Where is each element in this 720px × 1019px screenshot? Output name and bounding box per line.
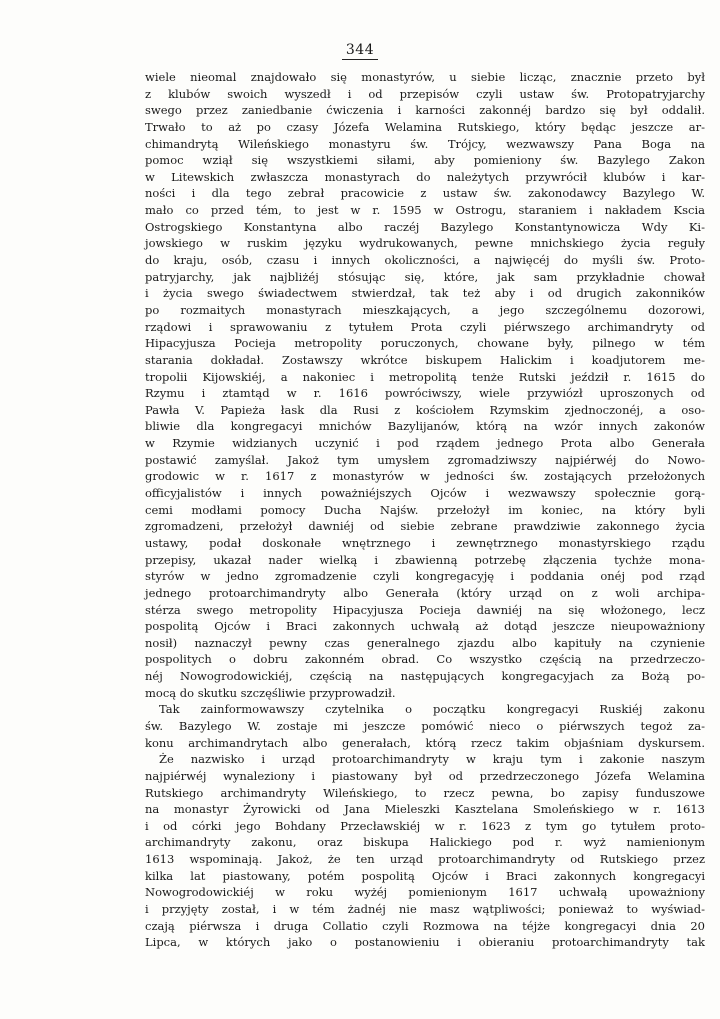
text-line: Trwało to aż po czasy Józefa Welamina Rutskiego, który będąc jeszcze ar- <box>145 119 705 134</box>
text-line: néj Nowogrodowickiéj, częścią na następujących kongregacyjach za Bożą po- <box>145 669 705 684</box>
text-line: do kraju, osób, czasu i innych okoliczności, a najwięcéj do myśli św. Proto- <box>145 253 705 268</box>
text-line: św. Bazylego W. zostaje mi jeszcze pomówić nieco o piérwszych tegoż za- <box>145 718 705 733</box>
text-line: mocą do skutku szczęśliwie przyprowadził. <box>145 685 396 700</box>
text-line: archimandryty zakonu, oraz biskupa Halickiego pod r. wyż namienionym <box>145 835 705 850</box>
text-line: styrów w jedno zgromadzenie czyli kongregacyję i poddania onéj pod rząd <box>145 569 705 584</box>
text-line: Ostrogskiego Konstantyna albo raczéj Bazylego Konstantynowicza Wdy Ki- <box>145 219 705 234</box>
text-line: i przyjęty został, i w tém żadnéj nie masz wątpliwości; ponieważ to wyświad- <box>145 902 705 917</box>
text-line: z klubów swoich wyszedł i od przepisów czyli ustaw św. Protopatryjarchy <box>145 86 705 101</box>
text-line: pospolitych o dobru zakonném obrad. Co wszystko częścią na przedrzeczo- <box>145 652 705 667</box>
text-line: przepisy, ukazał nader wielką i zbawienną potrzebę złączenia tychże mona- <box>145 552 705 567</box>
text-line: w Litewskich zwłaszcza monastyrach do należytych przywrócił klubów i kar- <box>145 169 705 184</box>
text-line: swego przez zaniedbanie ćwiczenia i karności zakonnéj bardzo się był oddalił. <box>145 103 705 118</box>
text-line: ności i dla tego zebrał pracowicie z ustaw św. zakonodawcy Bazylego W. <box>145 186 705 201</box>
text-line: patryjarchy, jak najbliżéj stósując się, które, jak sam przykładnie chował <box>145 269 705 284</box>
text-line: postawić zamyślał. Jakoż tym umysłem zgromadziwszy najpiérwéj do Nowo- <box>145 452 705 467</box>
text-line: pomoc wziął się wszystkiemi siłami, aby pomieniony św. Bazylego Zakon <box>145 153 705 168</box>
text-line: pospolitą Ojców i Braci zakonnych uchwałą aż dotąd jeszcze nieupoważniony <box>145 619 705 634</box>
text-line: stérza swego metropolity Hipacyjusza Pocieja dawniéj na się włożonego, lecz <box>145 602 705 617</box>
text-line: najpiérwéj wynaleziony i piastowany był od przedrzeczonego Józefa Welamina <box>145 768 705 783</box>
text-line: grodowic w r. 1617 z monastyrów w jedności św. zostających przełożonych <box>145 469 705 484</box>
text-line: na monastyr Żyrowicki od Jana Mieleszki Kasztelana Smoleńskiego w r. 1613 <box>145 802 705 817</box>
text-line: i życia swego świadectwem stwierdzał, tak też aby i od drugich zakonników <box>145 286 705 301</box>
text-line: officyjalistów i innych poważniéjszych Ojców i wezwawszy społecznie gorą- <box>145 486 705 501</box>
text-line: tropolii Kijowskiéj, a nakoniec i metropolitą tenże Rutski jeździł r. 1615 do <box>145 369 705 384</box>
text-line: Tak zainformowawszy czytelnika o początku kongregacyi Ruskiéj zakonu <box>159 702 705 717</box>
text-line: cemi modłami pomocy Ducha Najśw. przełożył im koniec, na który byli <box>145 502 705 517</box>
body-text <box>145 69 705 951</box>
text-line: starania dokładał. Zostawszy wkrótce biskupem Halickim i koadjutorem me- <box>145 352 705 367</box>
text-line: 1613 wspominają. Jakoż, że ten urząd protoarchimandryty od Rutskiego przez <box>145 852 705 867</box>
page-number-value: 344 <box>342 42 378 60</box>
text-line: Lipca, w których jako o postanowieniu i obieraniu protoarchimandryty tak <box>145 935 705 950</box>
text-line: chimandrytą Wileńskiego monastyru św. Trójcy, wezwawszy Pana Boga na <box>145 136 705 151</box>
text-line: i od córki jego Bohdany Przecławskiéj w r. 1623 z tym go tytułem proto- <box>145 818 705 833</box>
text-line: po rozmaitych monastyrach mieszkających, a jego szczególnemu dozorowi, <box>145 302 705 317</box>
page-number <box>0 42 720 58</box>
text-line: ustawy, podał doskonałe wnętrznego i zewnętrznego monastyrskiego rządu <box>145 535 705 550</box>
text-line: czają piérwsza i druga Collatio czyli Rozmowa na téjże kongregacyi dnia 20 <box>145 918 705 933</box>
text-line: kilka lat piastowany, potém pospolitą Ojców i Braci zakonnych kongregacyi <box>145 868 705 883</box>
text-line: Rutskiego archimandryty Wileńskiego, to rzecz pewna, bo zapisy funduszowe <box>145 785 705 800</box>
text-line: nosił) naznaczył pewny czas generalnego zjazdu albo kapituły na czynienie <box>145 635 705 650</box>
text-line: wiele nieomal znajdowało się monastyrów, u siebie licząc, znacznie przeto był <box>145 70 705 84</box>
text-line: zgromadzeni, przełożył dawniéj od siebie zebrane prawdziwie zakonnego życia <box>145 519 705 534</box>
text-line: Hipacyjusza Pocieja metropolity poruczonych, chowane były, pilnego w tém <box>145 336 705 351</box>
text-line: Rzymu i ztamtąd w r. 1616 powróciwszy, wiele przywiózł uproszonych od <box>145 386 705 401</box>
text-line: w Rzymie widzianych uczynić i pod rządem jednego Prota albo Generała <box>145 436 705 451</box>
text-line: konu archimandrytach albo generałach, którą rzecz takim objaśniam dyskursem. <box>145 735 705 750</box>
text-line: bliwie dla kongregacyi mnichów Bazylijanów, którą na wzór innych zakonów <box>145 419 705 434</box>
text-line: Nowogrodowickiéj w roku wyżéj pomienionym 1617 uchwałą upoważniony <box>145 885 705 900</box>
text-line: Że nazwisko i urząd protoarchimandryty w kraju tym i zakonie naszym <box>159 752 705 767</box>
text-line: mało co przed tém, to jest w r. 1595 w Ostrogu, staraniem i nakładem Kscia <box>145 203 705 218</box>
text-line: jednego protoarchimandryty albo Generała (który urząd on z woli archipa- <box>145 585 705 600</box>
text-line: Pawła V. Papieża łask dla Rusi z kościołem Rzymskim zjednoczonéj, a oso- <box>145 402 705 417</box>
text-line: jowskiego w ruskim języku wydrukowanych, pewne mnichskiego życia reguły <box>145 236 705 251</box>
text-line: rządowi i sprawowaniu z tytułem Prota czyli piérwszego archimandryty od <box>145 319 705 334</box>
